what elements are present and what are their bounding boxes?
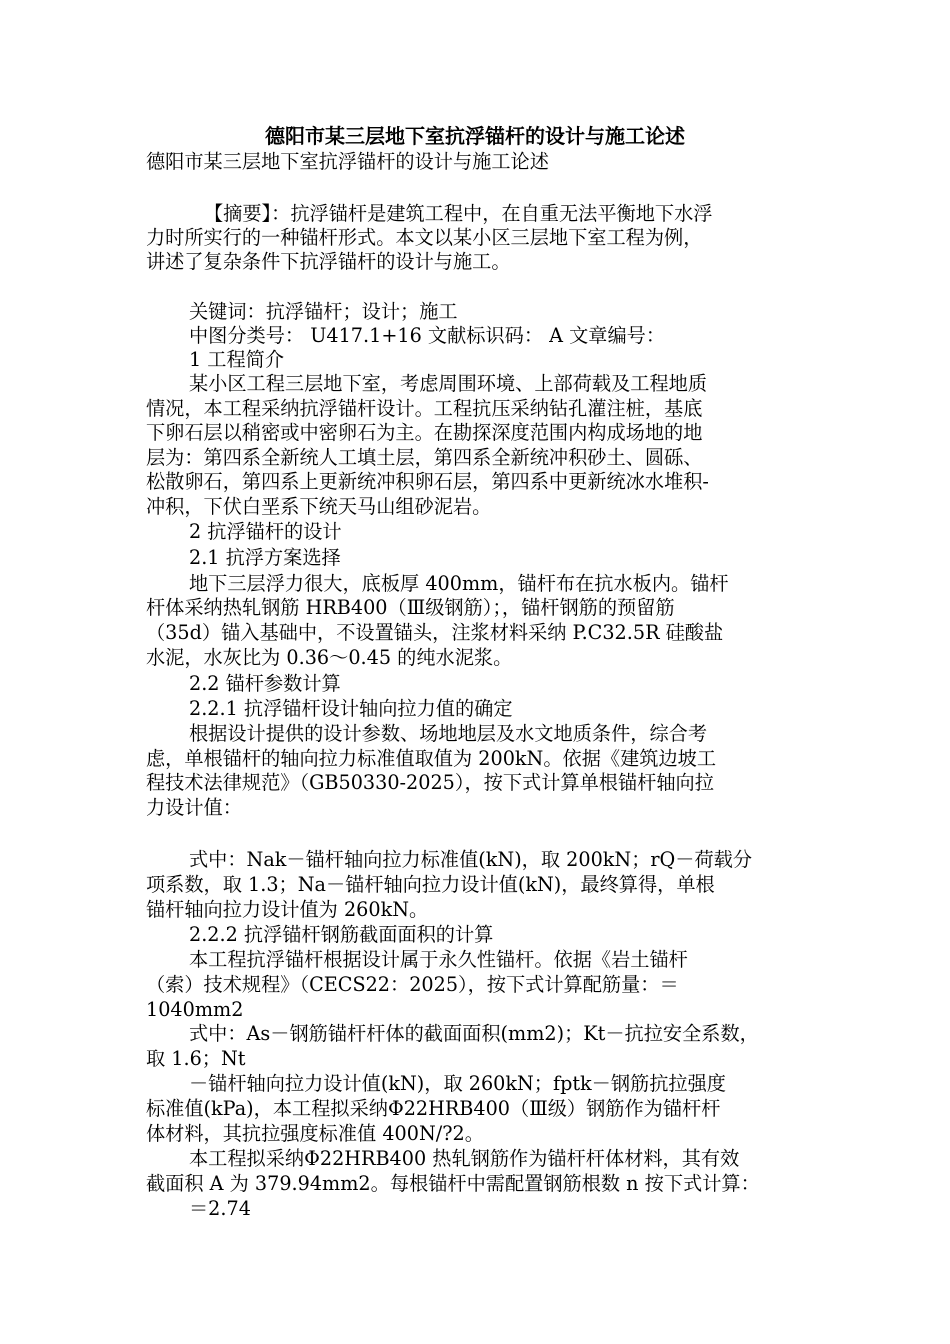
paragraph-line: 下卵石层以稍密或中密卵石为主。在勘探深度范围内构成场地的地 [146, 421, 703, 444]
paragraph-line: 地下三层浮力很大，底板厚 400mm，锚杆布在抗水板内。锚杆 [189, 572, 729, 595]
section-heading: 2 抗浮锚杆的设计 [189, 520, 342, 543]
paragraph-line: 力设计值： [146, 796, 242, 819]
paragraph-line: －锚杆轴向拉力设计值(kN)，取 260kN；fptk－钢筋抗拉强度 [189, 1072, 726, 1095]
keywords-line: 关键词：抗浮锚杆；设计；施工 [189, 300, 458, 323]
paragraph-line: 体材料，其抗拉强度标准值 400N/?2。 [146, 1122, 484, 1145]
abstract-line: 讲述了复杂条件下抗浮锚杆的设计与施工。 [146, 250, 511, 273]
paragraph-line: 锚杆轴向拉力设计值为 260kN。 [146, 898, 429, 921]
paragraph-line: 水泥，水灰比为 0.36～0.45 的纯水泥浆。 [146, 646, 513, 669]
paragraph-line: 项系数，取 1.3；Na－锚杆轴向拉力设计值(kN)，最终算得，单根 [146, 873, 715, 896]
paragraph-line: 本工程抗浮锚杆根据设计属于永久性锚杆。依据《岩土锚杆 [189, 948, 688, 971]
paragraph-line: 根据设计提供的设计参数、场地地层及水文地质条件，综合考 [189, 722, 708, 745]
paragraph-line: 虑，单根锚杆的轴向拉力标准值取值为 200kN。依据《建筑边坡工 [146, 747, 717, 770]
paragraph-line: （35d）锚入基础中，不设置锚头，注浆材料采纳 P.C32.5R 硅酸盐 [146, 621, 724, 644]
paragraph-line: 截面积 A 为 379.94mm2。每根锚杆中需配置钢筋根数 n 按下式计算： [146, 1172, 760, 1195]
document-title: 德阳市某三层地下室抗浮锚杆的设计与施工论述 [265, 124, 685, 148]
paragraph-line: 程技术法律规范》（GB50330-2025），按下式计算单根锚杆轴向拉 [146, 771, 714, 794]
subsection-heading: 2.2.1 抗浮锚杆设计轴向拉力值的确定 [189, 697, 513, 720]
paragraph-line: （索）技术规程》（CECS22：2025），按下式计算配筋量：＝ [146, 973, 679, 996]
paragraph-line: 1040mm2 [146, 998, 244, 1021]
subtitle-line: 德阳市某三层地下室抗浮锚杆的设计与施工论述 [146, 150, 549, 173]
paragraph-line: 标准值(kPa)，本工程拟采纳Φ22HRB400（Ⅲ级）钢筋作为锚杆杆 [146, 1097, 721, 1120]
paragraph-line: 层为：第四系全新统人工填土层，第四系全新统冲积砂土、圆砾、 [146, 446, 703, 469]
paragraph-line: 式中：As－钢筋锚杆杆体的截面面积(mm2)；Kt－抗拉安全系数， [189, 1022, 759, 1045]
paragraph-line: 杆体采纳热轧钢筋 HRB400（Ⅲ级钢筋）；，锚杆钢筋的预留筋 [146, 596, 675, 619]
section-heading: 1 工程简介 [189, 348, 285, 371]
abstract-line: 【摘要】：抗浮锚杆是建筑工程中，在自重无法平衡地下水浮 [204, 202, 713, 225]
classification-line: 中图分类号： U417.1+16 文献标识码： A 文章编号： [189, 324, 666, 347]
paragraph-line: 冲积，下伏白垩系下统天马山组砂泥岩。 [146, 495, 492, 518]
paragraph-line: 取 1.6；Nt [146, 1047, 246, 1070]
subsection-heading: 2.2 锚杆参数计算 [189, 672, 341, 695]
abstract-line: 力时所实行的一种锚杆形式。本文以某小区三层地下室工程为例， [146, 226, 703, 249]
paragraph-line: 情况，本工程采纳抗浮锚杆设计。工程抗压采纳钻孔灌注桩，基底 [146, 397, 703, 420]
paragraph-line: 松散卵石，第四系上更新统冲积卵石层，第四系中更新统冰水堆积- [146, 470, 709, 493]
formula-result-line: ＝2.74 [189, 1197, 251, 1220]
subsection-heading: 2.1 抗浮方案选择 [189, 546, 341, 569]
paragraph-line: 本工程拟采纳Φ22HRB400 热轧钢筋作为锚杆杆体材料，其有效 [189, 1147, 740, 1170]
paragraph-line: 某小区工程三层地下室，考虑周围环境、上部荷载及工程地质 [189, 372, 708, 395]
subsection-heading: 2.2.2 抗浮锚杆钢筋截面面积的计算 [189, 923, 494, 946]
paragraph-line: 式中：Nak－锚杆轴向拉力标准值(kN)，取 200kN；rQ－荷载分 [189, 848, 753, 871]
